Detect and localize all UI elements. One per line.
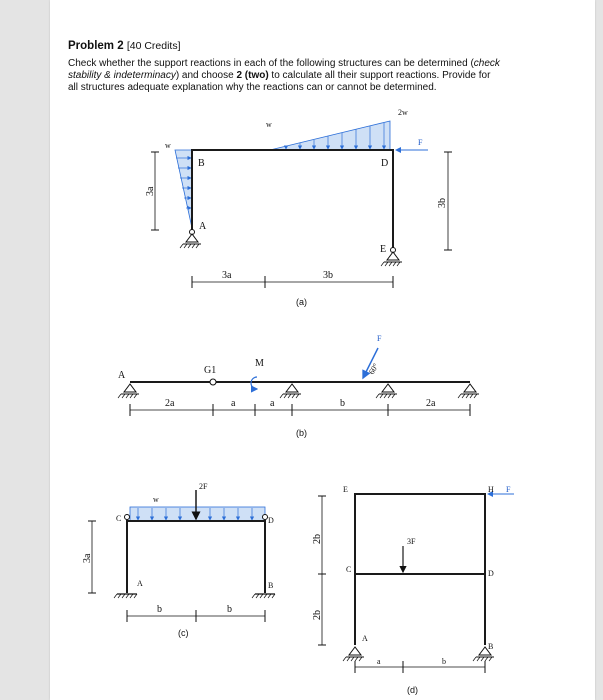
label-3f: 3F: [407, 537, 416, 546]
statement-line2-end: to calculate all their support reactions. Provide for: [268, 70, 491, 81]
statement-stability: stability & indeterminacy: [68, 70, 176, 81]
label-g1: G1: [204, 365, 217, 376]
dim-3b-height: 3b: [437, 198, 448, 208]
statement-check: check: [473, 58, 500, 69]
label-w-c: w: [153, 495, 159, 504]
node-h-label: H: [488, 485, 494, 494]
caption-c: (c): [178, 628, 189, 638]
hinge-g1: [210, 379, 216, 385]
dim-d-2b-upper: 2b: [312, 534, 323, 544]
label-f-a: F: [418, 138, 423, 147]
node-d: D: [381, 158, 389, 169]
problem-credits: [40 Credits]: [126, 40, 181, 52]
dim-3a-span: 3a: [222, 270, 232, 281]
dim-c-b-1: b: [157, 604, 162, 615]
node-d-label-c: D: [268, 516, 274, 525]
node-a-label-b: A: [118, 370, 126, 381]
label-w-left: w: [165, 141, 171, 150]
dim-c-b-2: b: [227, 604, 232, 615]
caption-b: (b): [296, 428, 307, 438]
triangular-load-left: [175, 150, 192, 228]
label-2f: 2F: [199, 482, 208, 491]
fixed-support-b-c: [252, 594, 275, 598]
label-2w: 2w: [398, 108, 408, 117]
label-f-b: F: [377, 334, 382, 343]
support-b-4: [458, 384, 479, 398]
dim-3a-height: 3a: [145, 186, 156, 196]
node-c-label-d: C: [346, 565, 352, 574]
statement-two: 2 (two): [236, 70, 269, 81]
statement-line3: all structures adequate explanation why the reactions can or cannot be determined.: [68, 82, 437, 93]
figure-d: [312, 485, 514, 695]
support-b-a: [118, 384, 139, 398]
dim-b-2a-right: 2a: [426, 398, 436, 409]
statement-line1: Check whether the support reactions in each of the following structures can be determined (: [68, 58, 474, 69]
support-d-a: [343, 647, 364, 661]
uniform-load-c: [130, 507, 265, 521]
figure-a: [145, 108, 452, 307]
figure-c: [82, 482, 275, 638]
dim-b-a-2: a: [270, 398, 275, 409]
dim-3b-span: 3b: [323, 270, 333, 281]
pin-support-a: [180, 234, 201, 248]
hinge-d: [263, 515, 268, 520]
label-w-top: w: [266, 120, 272, 129]
problem-number: Problem 2: [68, 40, 124, 52]
node-a-label-a: A: [199, 221, 207, 232]
support-b-3: [376, 384, 397, 398]
node-a-label-d: A: [362, 634, 368, 643]
label-angle: 60°: [366, 361, 381, 376]
figure-b: [118, 334, 479, 438]
caption-a: (a): [296, 297, 307, 307]
node-d-label-d: D: [488, 569, 494, 578]
hinge-c: [125, 515, 130, 520]
label-moment-m: M: [255, 358, 264, 369]
dim-b-2a-left: 2a: [165, 398, 175, 409]
label-f-d: F: [506, 485, 511, 494]
frame-c-members: [127, 521, 265, 593]
node-e: E: [380, 244, 387, 255]
caption-d: (d): [407, 685, 418, 695]
node-b-label-d: B: [488, 642, 494, 651]
dim-d-b: b: [442, 657, 446, 666]
dim-b-a-1: a: [231, 398, 236, 409]
trapezoid-load-top: [270, 121, 390, 150]
dim-d-2b-lower: 2b: [312, 610, 323, 620]
node-b: B: [198, 158, 205, 169]
node-e-label-d: E: [343, 485, 348, 494]
statement-line2-mid: ) and choose: [175, 70, 237, 81]
frame-a-members: [192, 150, 393, 248]
dim-d-a: a: [377, 657, 381, 666]
dim-c-3a: 3a: [82, 553, 93, 563]
node-b-label-c: B: [268, 581, 274, 590]
fixed-support-a-c: [114, 594, 137, 598]
support-b-2: [280, 384, 301, 398]
frame-d-outer: [355, 494, 485, 645]
node-a-label-c: A: [137, 579, 143, 588]
dim-b-b: b: [340, 398, 345, 409]
node-c-label: C: [116, 514, 122, 523]
